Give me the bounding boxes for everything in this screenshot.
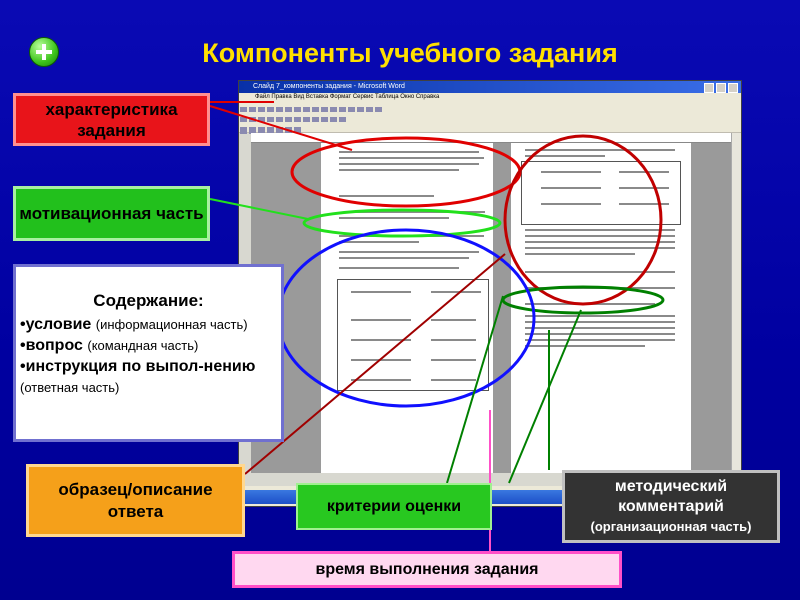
word-title-bar: Слайд 7_компоненты задания - Microsoft Word: [239, 81, 741, 93]
connector-criteria-2: [509, 310, 581, 483]
sample-answer-label-box: образец/описание ответа: [26, 464, 245, 537]
red-ellipse-right: [505, 136, 661, 304]
red-ellipse-top: [292, 138, 520, 206]
characteristic-label-box: характеристика задания: [13, 93, 210, 146]
motivation-label-box: мотивационная часть: [13, 186, 210, 241]
green-ellipse-top: [304, 210, 500, 236]
word-menu-bar: Файл Правка Вид Вставка Формат Сервис Таблица Окно Справка: [239, 93, 741, 102]
connector-characteristic: [210, 106, 352, 150]
content-item-instruction: •инструкция по выпол-нению (ответная часть): [20, 358, 256, 395]
connector-criteria: [447, 296, 503, 483]
slide-title: Компоненты учебного задания: [202, 38, 618, 68]
content-item-question: •вопрос (командная часть): [20, 337, 199, 354]
time-label-box: время выполнения задания: [232, 551, 622, 588]
method-comment-note: (организационная часть): [590, 518, 752, 534]
content-item-condition: •условие (информационная часть): [20, 316, 248, 333]
method-comment-label-box: [562, 470, 780, 543]
connector-sample: [245, 254, 505, 474]
method-comment-main: методический комментарий: [614, 477, 728, 515]
criteria-label-box: критерии оценки: [296, 483, 492, 530]
connector-motivation: [210, 199, 308, 219]
content-heading: Содержание:: [93, 291, 204, 310]
content-label-box: [13, 264, 284, 442]
